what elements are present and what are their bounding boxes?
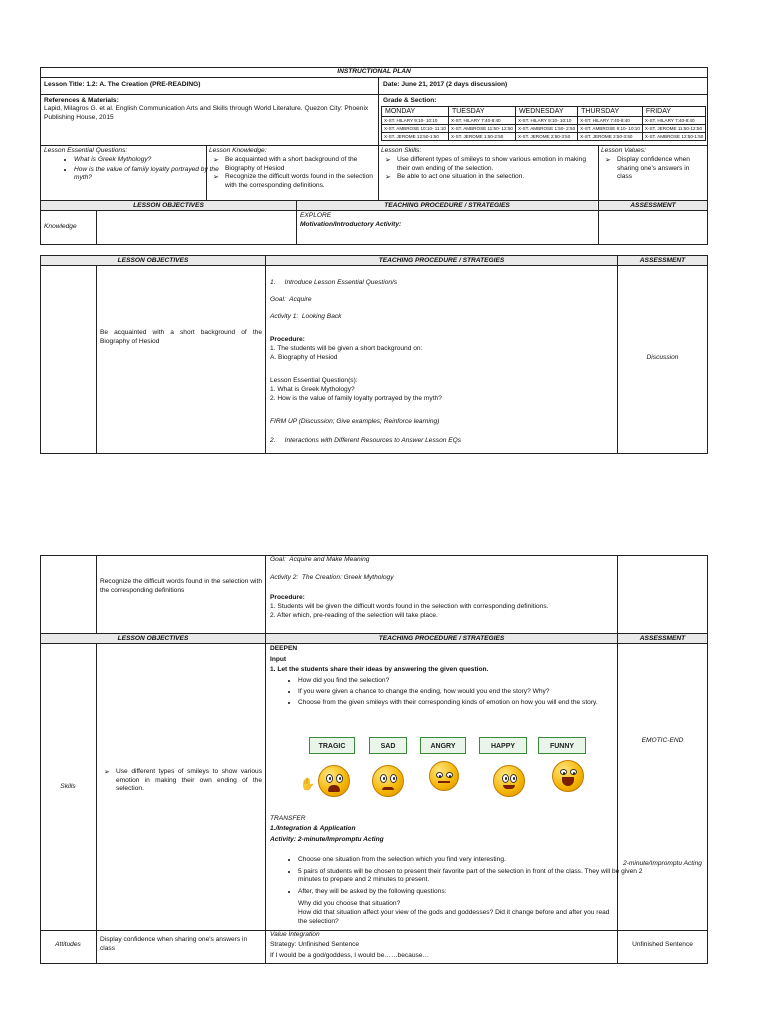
schedule-cell: X-ST. HILARY 9:10- 10:10 (382, 117, 449, 125)
transfer-question: How did that situation affect your view of the gods and goddesses? Did it change before and after you read the selection? (298, 909, 610, 925)
leq-line: 2. How is the value of family loyalty portrayed by the myth? (270, 395, 442, 402)
lesson-values-list (601, 156, 705, 182)
deepen-questions (270, 676, 643, 710)
lesson-values-label: Lesson Values: (601, 147, 646, 154)
assessment-header-3: ASSESSMENT (618, 634, 707, 643)
references-label: References & Materials: (44, 97, 119, 104)
lesson-objectives-header-2: LESSON OBJECTIVES (41, 256, 265, 265)
angry-smiley-icon (429, 761, 459, 791)
grade-section-label: Grade & Section: (383, 97, 437, 104)
firm-up-label: FIRM UP (Discussion; Give examples; Reinforce learning) (270, 418, 440, 425)
emotion-angry-label: ANGRY (420, 737, 466, 754)
lesson-knowledge-list (209, 156, 374, 190)
essential-questions-label: Lesson Essential Questions: (44, 147, 128, 154)
lesson-skill-item: ➢ Use different types of smileys to show various emotion in making their own ending of the selection. (381, 156, 595, 173)
transfer-item: • Choose one situation from the selection which you find very interesting. (298, 856, 643, 865)
emotion-tragic-label: TRAGIC (309, 737, 355, 754)
activity-looking-back: Activity 1: Looking Back (270, 313, 342, 320)
emotion-happy-label: HAPPY (479, 737, 527, 754)
lesson-date: Date: June 21, 2017 (2 days discussion) (383, 81, 508, 88)
schedule-cell: X-ST. HILARY 9:10- 10:10 (515, 117, 577, 125)
deepen-label: DEEPEN (270, 645, 298, 652)
procedure-line: 1. The students will be given a short background on: (270, 345, 423, 352)
transfer-question: Why did you choose that situation? (298, 900, 401, 907)
assessment-impromptu: 2-minute/Impromptu Acting (623, 860, 702, 867)
day-friday: FRIDAY (642, 107, 705, 117)
lesson-knowledge-label: Lesson Knowledge: (209, 147, 267, 154)
deepen-question: • If you were given a chance to change the ending, how would you end the story? Why? (298, 687, 643, 697)
assessment-emotic-end: EMOTIC-END (641, 737, 684, 744)
objective-hesiod: Be acquainted with a short background of the Biography of Hesiod (100, 329, 262, 345)
activity-the-creation: Activity 2: The Creation: Greek Mythology (270, 574, 394, 581)
funny-smiley-icon (552, 760, 584, 792)
attitudes-label: Attitudes (55, 941, 81, 948)
schedule-cell: X-ST. HILARY 7:40-8:40 (578, 117, 643, 125)
transfer-label: TRANSFER (270, 815, 306, 822)
schedule-cell: X-ST. JEROME 1:50-2:50 (448, 133, 515, 141)
lesson-value-item: ➢ Display confidence when sharing one's answers in class (601, 156, 705, 182)
schedule-cell: X-ST. JEROME 11:50-12:50 (642, 125, 705, 133)
essential-question-item: • How is the value of family loyalty portrayed by the myth? (74, 166, 234, 183)
lesson-knowledge-item: ➢ Recognize the difficult words found in the selection with the corresponding definitions. (209, 173, 374, 190)
procedure-line-3: 2. After which, pre-reading of the selection will take place. (270, 612, 438, 619)
day-tuesday: TUESDAY (448, 107, 515, 117)
day-monday: MONDAY (382, 107, 449, 117)
day-wednesday: WEDNESDAY (515, 107, 577, 117)
skills-objective-item: ➢ Use different types of smileys to show various emotion in making their own ending of the selection. (100, 768, 262, 794)
lesson-skills-list (381, 156, 595, 182)
lesson-skill-item: ➢ Be able to act one situation in the selection. (381, 173, 595, 182)
schedule-row (382, 133, 706, 141)
schedule-row (382, 125, 706, 133)
deepen-question: • How did you find the selection? (298, 676, 643, 686)
procedure-label: Procedure: (270, 336, 305, 343)
value-integration-label: Value Integration (270, 931, 320, 938)
activity-impromptu: Activity: 2-minute/Impromptu Acting (270, 836, 384, 843)
lesson-objectives-header-3: LESSON OBJECTIVES (41, 634, 265, 643)
assessment-header: ASSESSMENT (599, 201, 707, 210)
skills-objective-list (100, 768, 262, 794)
deepen-question: • Choose from the given smileys with their corresponding kinds of emotion on how you will end the story. (298, 698, 643, 708)
tragic-smiley-icon (318, 765, 350, 797)
schedule-days-row (382, 107, 706, 117)
schedule-cell: X-ST. JEROME 12:50-1:50 (382, 133, 449, 141)
motivation-label: Motivation/Introductory Activity: (300, 221, 402, 228)
teaching-procedure-header: TEACHING PROCEDURE / STRATEGIES (297, 201, 597, 210)
schedule-row (382, 117, 706, 125)
tragic-hands-icon: ✋ (300, 777, 315, 791)
leq-label: Lesson Essential Question(s): (270, 377, 358, 384)
happy-smiley-icon (493, 765, 525, 797)
schedule-cell: X-ST. AMBROSE 9:10- 10:10 (578, 125, 643, 133)
skills-label: Skills (60, 783, 76, 790)
objective-difficult-words: Recognize the difficult words found in the selection with the corresponding definitions (100, 578, 262, 594)
teaching-procedure-header-3: TEACHING PROCEDURE / STRATEGIES (266, 634, 617, 643)
knowledge-label: Knowledge (44, 223, 77, 230)
schedule-cell: X-ST. HILARY 7:40-8:40 (448, 117, 515, 125)
lesson-skills-label: Lesson Skills: (381, 147, 422, 154)
transfer-item: • 5 pairs of students will be chosen to present their favorite part of the selection in front of the class. They will be given 2 minutes to prepare and 2 minutes to present. (298, 868, 643, 885)
integration-label: 1./Integration & Application (270, 825, 356, 832)
essential-question-item: • What is Greek Mythology? (74, 156, 234, 165)
schedule-cell: X-ST. AMBROSE 12:50-1:50 (642, 133, 705, 141)
unfinished-sentence: If I would be a god/goddess, I would be……because… (270, 952, 430, 959)
schedule-cell: X-ST. HILARY 7:40-8:40 (642, 117, 705, 125)
schedule-cell: X-ST. JEROME 2:50-3:50 (578, 133, 643, 141)
procedure-label-3: Procedure: (270, 594, 305, 601)
schedule-cell: X-ST. JEROME 2:50-3:50 (515, 133, 577, 141)
essential-questions-list (44, 156, 234, 184)
schedule-cell: X-ST. AMBROSE 1:50- 2:50 (515, 125, 577, 133)
lesson-title: Lesson Title: 1.2: A. The Creation (PRE-READING) (44, 81, 201, 88)
step-interactions: 2. Interactions with Different Resources to Answer Lesson EQs (270, 437, 462, 444)
sad-smiley-icon (372, 765, 404, 797)
explore-label: EXPLORE (300, 212, 332, 219)
lesson-objectives-header: LESSON OBJECTIVES (41, 201, 296, 210)
assessment-discussion: Discussion (646, 354, 679, 361)
transfer-list (270, 856, 643, 897)
references-text: Lapid, Milagros G. et al. English Communication Arts and Skills through World Literature. Quezon City: Phoenix Publishing House, 2015 (44, 105, 369, 121)
plan-title: INSTRUCTIONAL PLAN (337, 68, 411, 75)
schedule-cell: X-ST. AMBROSE 11:50- 12:50 (448, 125, 515, 133)
schedule-cell: X-ST. AMBROSE 10:10- 11:10 (382, 125, 449, 133)
emotion-funny-label: FUNNY (538, 737, 586, 754)
emotion-sad-label: SAD (369, 737, 407, 754)
leq-line: 1. What is Greek Mythology? (270, 386, 355, 393)
schedule-table (381, 106, 706, 141)
input-label: Input (270, 656, 287, 663)
step-introduce-leq: 1. Introduce Lesson Essential Question/s (270, 279, 398, 286)
day-thursday: THURSDAY (578, 107, 643, 117)
teaching-procedure-header-2: TEACHING PROCEDURE / STRATEGIES (266, 256, 617, 265)
goal-acquire: Goal: Acquire (270, 296, 312, 303)
lesson-knowledge-item: ➢ Be acquainted with a short background of the Biography of Hesiod (209, 156, 374, 173)
procedure-line: A. Biography of Hesiod (270, 354, 338, 361)
input-step: 1. Let the students share their ideas by answering the given question. (270, 666, 489, 673)
goal-acquire-make-meaning: Goal: Acquire and Make Meaning (270, 556, 370, 563)
procedure-line-3: 1. Students will be given the difficult words found in the selection with corresponding definitions. (270, 603, 549, 610)
assessment-unfinished: Unfinished Sentence (632, 941, 693, 948)
assessment-header-2: ASSESSMENT (618, 256, 707, 265)
transfer-item: • After, they will be asked by the following questions: (298, 888, 643, 897)
attitudes-objective: Display confidence when sharing one's answers in class (100, 936, 248, 952)
strategy-label: Strategy: Unfinished Sentence (270, 941, 360, 948)
